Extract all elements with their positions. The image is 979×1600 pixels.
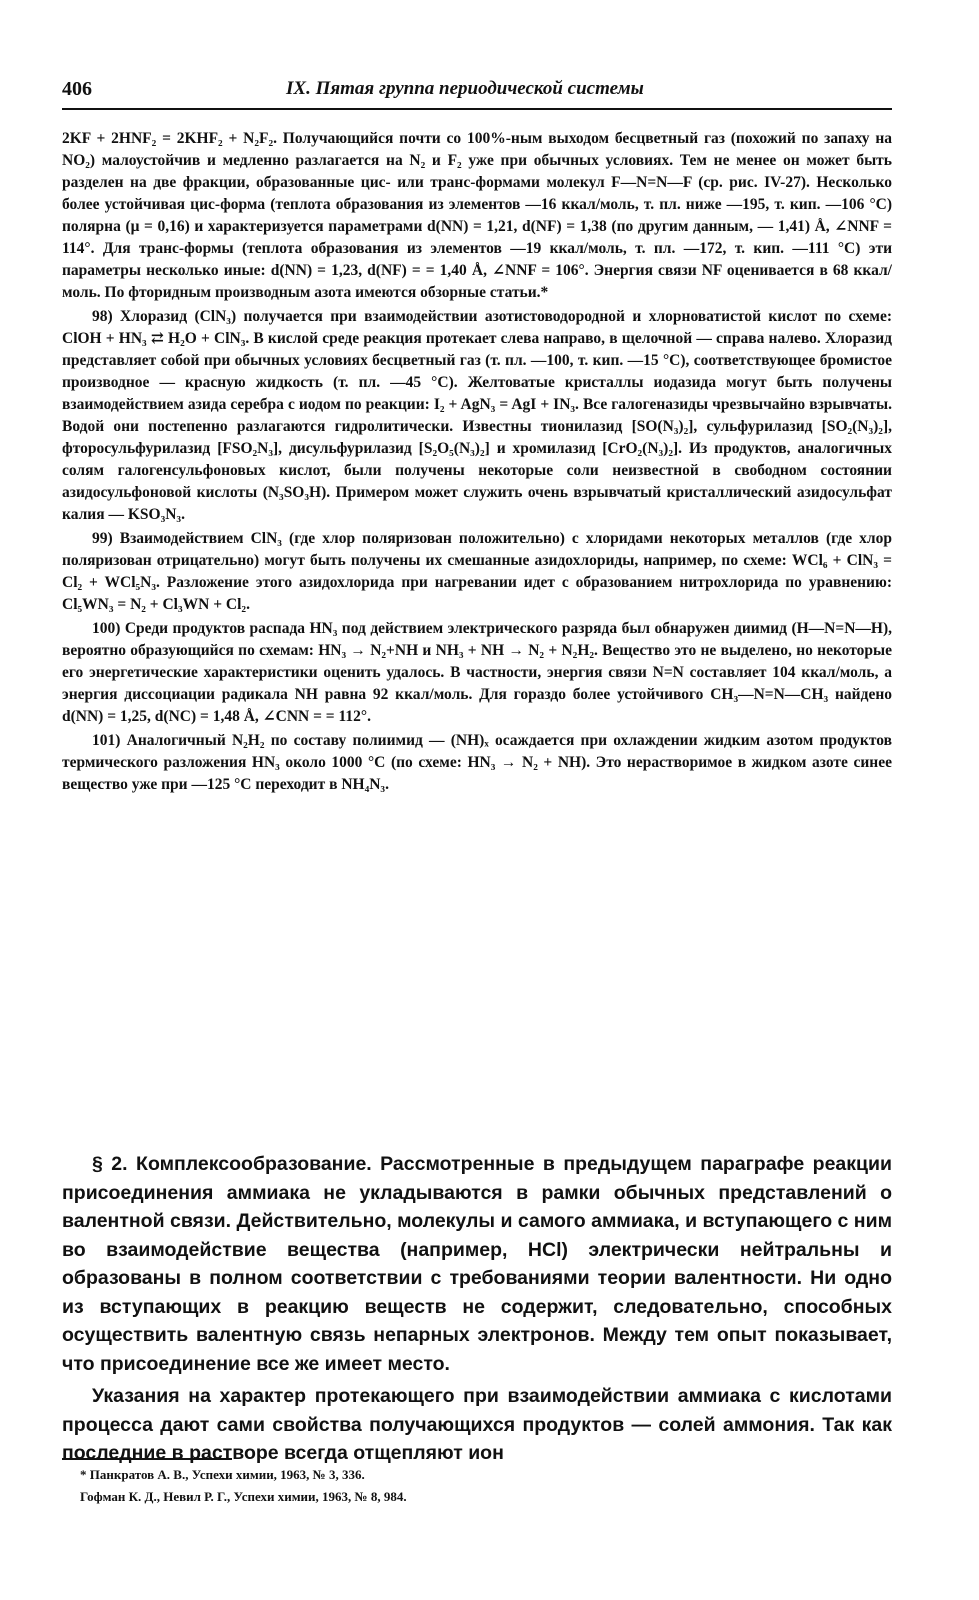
- note-98: 98) Хлоразид (ClN₃) получается при взаимодействии азотистоводородной и хлорноватистой кислот по схеме: ClOH + HN₃ ⇄ H₂O + ClN₃. В кислой среде реакция протекает слева направо, в щелочной — справа налево. Хлоразид представляет собой при обычных условиях бесцветный газ (т. пл. —100, т. кип. —15 °С), соответствующее бромистое производное — красную жидкость (т. пл. —45 °С). Желтоватые кристаллы иодазида могут быть получены взаимодействием азида серебра с иодом по реакции: I₂ + AgN₃ = AgI + IN₃. Все галогеназиды чрезвычайно взрывчаты. Водой они постепенно разлагаются гидролитически. Известны тионилазид [SO(N₃)₂], сульфурилазид [SO₂(N₃)₂], фторосульфурилазид [FSO₂N₃], дисульфурилазид [S₂O₅(N₃)₂] и хромилазид [CrO₂(N₃)₂]. Из продуктов, аналогичных солям галогенсульфоновых кислот, были получены некоторые соли неизвестной в свободном состоянии азидосульфоновой кислоты (N₃SO₃H). Примером может служить очень взрывчатый кристаллический азидосульфат калия — KSO₃N₃.: [62, 308, 892, 523]
- footnotes: [62, 1464, 892, 1508]
- paragraph-continued: 2KF + 2HNF₂ = 2KHF₂ + N₂F₂. Получающийся почти со 100%-ным выходом бесцветный газ (похожий по запаху на NO₂) малоустойчив и медленно разлагается на N₂ и F₂ уже при обычных условиях. Тем не менее он может быть разделен на две фракции, образованные цис- или транс-формами молекул F—N=N—F (ср. рис. IV-27). Несколько более устойчивая цис-форма (теплота образования из элементов —16 ккал/моль, т. пл. ниже —195, т. кип. —106 °С) полярна (μ = 0,16) и характеризуется параметрами d(NN) = 1,21, d(NF) = 1,38 (по другим данным, — 1,41) Å, ∠NNF = 114°. Для транс-формы (теплота образования из элементов —19 ккал/моль, т. пл. —172, т. кип. —111 °С) эти параметры несколько иные: d(NN) = 1,23, d(NF) = = 1,40 Å, ∠NNF = 106°. Энергия связи NF оценивается в 68 ккал/моль. По фторидным производным азота имеются обзорные статьи.*: [62, 130, 892, 301]
- note-100: 100) Среди продуктов распада HN₃ под действием электрического разряда был обнаружен диимид (H—N=N—H), вероятно образующийся по схемам: HN₃ → N₂+NH и NH₃ + NH → N₂ + N₂H₂. Вещество это не выделено, но некоторые его энергетические характеристики оценить удалось. В частности, энергия связи N=N составляет 104 ккал/моль, а энергия диссоциации радикала NH равна 92 ккал/моль. Для гораздо более устойчивого CH₃—N=N—CH₃ найдено d(NN) = 1,25, d(NC) = 1,48 Å, ∠CNN = = 112°.: [62, 620, 892, 725]
- main-paragraph: Указания на характер протекающего при взаимодействии аммиака с кислотами процесса дают сами свойства получающихся продуктов — солей аммония. Так как последние в растворе всегда отщепляют ион: [62, 1385, 892, 1464]
- footnote-2: Гофман К. Д., Невил Р. Г., Успехи химии, 1963, № 8, 984.: [80, 1489, 407, 1504]
- page-header: [62, 76, 892, 110]
- footnote-divider: [62, 1458, 232, 1460]
- footnote-1: * Панкратов А. В., Успехи химии, 1963, № 3, 336.: [80, 1467, 365, 1482]
- note-101: 101) Аналогичный N₂H₂ по составу полиимид — (NH)ₓ осаждается при охлаждении жидким азотом продуктов термического разложения HN₃ около 1000 °С (по схеме: HN₃ → N₂ + NH). Это нерастворимое в жидком азоте синее вещество уже при —125 °С переходит в NH₄N₃.: [62, 732, 892, 793]
- note-99: 99) Взаимодействием ClN₃ (где хлор поляризован положительно) с хлоридами некоторых металлов (где хлор поляризован отрицательно) могут быть получены их смешанные азидохлориды, например, по схеме: WCl₆ + ClN₃ = Cl₂ + WCl₅N₃. Разложение этого азидохлорида при нагревании идет с образованием нитрохлорида по уравнению: Cl₅WN₃ = N₂ + Cl₃WN + Cl₂.: [62, 530, 892, 613]
- notes-section: [62, 128, 892, 798]
- section-2-paragraph: § 2. Комплексообразование. Рассмотренные в предыдущем параграфе реакции присоединения аммиака не укладываются в рамки обычных представлений о валентной связи. Действительно, молекулы и самого аммиака, и вступающего с ним во взаимодействие вещества (например, HCl) электрически нейтральны и образованы в полном соответствии с требованиями теории валентности. Ни одно из вступающих в реакцию веществ не содержит, следовательно, способных осуществить валентную связь непарных электронов. Между тем опыт показывает, что присоединение все же имеет место.: [62, 1153, 892, 1375]
- running-title: IX. Пятая группа периодической системы: [286, 78, 644, 99]
- main-text-section: [62, 1150, 892, 1472]
- page-number: 406: [62, 78, 92, 100]
